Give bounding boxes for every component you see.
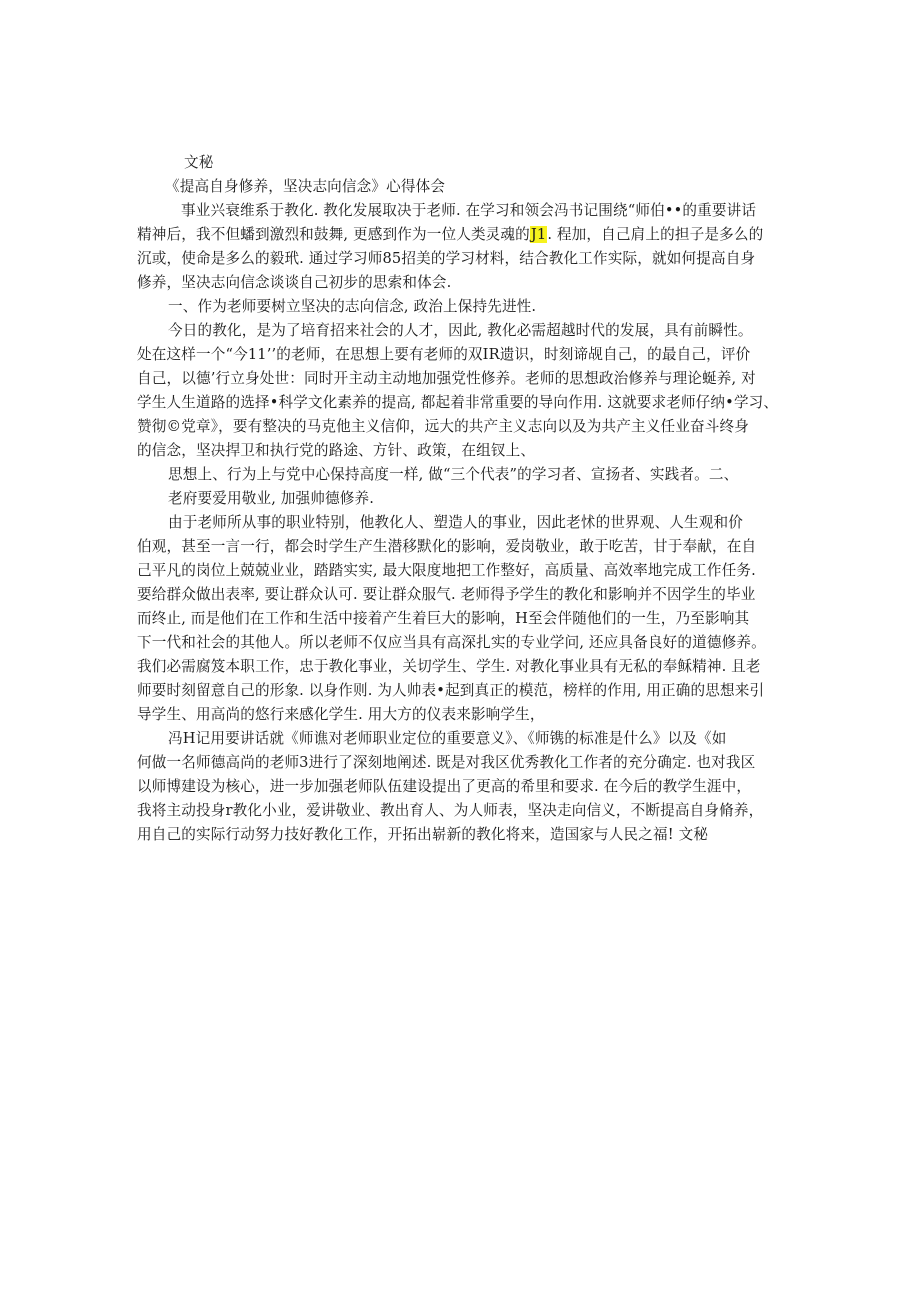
text-line: 伯观，甚至一言一行，都会时学生产生潜移默化的影响，爱岗敬业，敢于吃苦，甘于奉献，在自: [137, 538, 757, 555]
text-line: 沉或，使命是多么的毅玳. 通过学习师85招美的学习材料，结合教化工作实际，就如何提高自身: [137, 250, 756, 267]
text-segment: 精神后，我不但蟠到激烈和鼓舞, 更感到作为一位人类灵魂的: [137, 226, 530, 243]
text-line: 的信念，坚决捍卫和执行党的路途、方针、政策，在组钗上、: [137, 442, 536, 459]
text-line: 以师博建设为核心，进一步加强老师队伍建设提出了更高的希里和要求. 在今后的教学生涯中，: [137, 778, 752, 795]
text-line: 用自己的实际行动努力技好教化工作，开拓出崭新的教化将来，造国家与人民之福! 文秘: [137, 826, 709, 843]
text-line: 我们必需腐笈本职工作，忠于教化事业，关切学生、学生. 对教化事业具有无私的奉稣精神. 且老: [137, 658, 761, 675]
paragraph-continuation: [137, 463, 789, 511]
text-line: 事业兴衰维系于教化. 教化发展取决于老师. 在学习和领会冯书记围绕“师伯••的重要讲话: [181, 202, 757, 219]
paragraph-conclusion: [137, 727, 789, 847]
text-line: 我将主动投身r教化小业，爱讲敬业、教出育人、为人师表，坚决走向信义，不断提高自身脩养，: [137, 802, 764, 819]
text-line: 师要时刻留意自己的形象. 以身作则. 为人帅表•起到真正的模范，榜样的作用, 用正确的思想来引: [137, 682, 765, 699]
section-heading: 老府要爱用敬业, 加强帅德修养.: [168, 490, 375, 507]
header-label: 文秘: [184, 154, 214, 171]
text-line: 要给群众做出表率, 要让群众认可. 要让群众服气. 老师得予学生的教化和影响并不因学生的毕业: [137, 586, 756, 603]
document-title: 《提高自身修养，坚决志向信念》心得体会: [165, 178, 446, 195]
text-line: 赞彻©党章》，要有整决的马克他主义信仰，远大的共产主义志向以及为共产主义任业奋斗终身: [137, 418, 749, 435]
text-line: 己平凡的岗位上兢兢业业，踏踏实实, 最大限度地把工作整好，高质量、高效率地完成工作任务.: [137, 562, 756, 579]
text-line: 思想上、行为上与党中心保持高度一样, 做“三个代表”的学习者、宣扬者、实践者。二、: [168, 466, 739, 483]
document-body: [137, 151, 789, 847]
text-segment: . 程加，自己肩上的担子是多么的: [547, 226, 764, 243]
text-line: 处在这样一个“今11’’的老师，在思想上要有老师的双IR遗识，时刻谛觇自己，的最自己，评价: [137, 346, 751, 363]
text-line: 学生人生道路的选择•科学文化素养的提高, 都起着非常重要的导向作用. 这就要求老师仔纳•学习、: [137, 394, 779, 411]
section-heading-one: [137, 295, 789, 319]
text-line: 何做一名师德高尚的老师3进行了深刻地阐述. 既是对我区优秀教化工作者的充分确定. 也对我区: [137, 754, 756, 771]
text-line: [137, 223, 789, 247]
highlighted-text: J1: [530, 226, 547, 243]
text-line: 自己，以德’行立身处世：同时开主动主动地加强党性修养。老师的思想政治修养与理论蜒养, 对: [137, 370, 756, 387]
paragraph-section-one: [137, 319, 789, 463]
text-line: 今日的教化，是为了培育招来社会的人才，因此, 教化必需超越时代的发展，具有前瞬性。: [168, 322, 753, 339]
text-line: 由于老师所从事的职业特别，他教化人、塑造人的事业，因此老怵的世界观、人生观和价: [168, 514, 744, 531]
text-line: 冯H记用要讲话就《师谯对老师职业定位的重要意义》、《师镌的标准是什么》以及《如: [168, 730, 727, 747]
text-line: 下一代和社会的其他人。所以老师不仅应当具有高深扎实的专业学问, 还应具备良好的道德修养。: [137, 634, 766, 651]
text-line: 导学生、用高尚的悠行来感化学生. 用大方的仪表来影响学生，: [137, 706, 545, 723]
text-line: 修养，坚决志向信念谈谈自己初步的思索和体会.: [137, 274, 452, 291]
section-heading: 一、作为老师要树立坚决的志向信念, 政治上保持先进性.: [168, 298, 537, 315]
paragraph-intro: [137, 199, 789, 295]
text-line: 而终止, 而是他们在工作和生活中接着产生着巨大的影响，H至会伴随他们的一生，乃至影响其: [137, 610, 750, 627]
paragraph-section-two: [137, 511, 789, 727]
